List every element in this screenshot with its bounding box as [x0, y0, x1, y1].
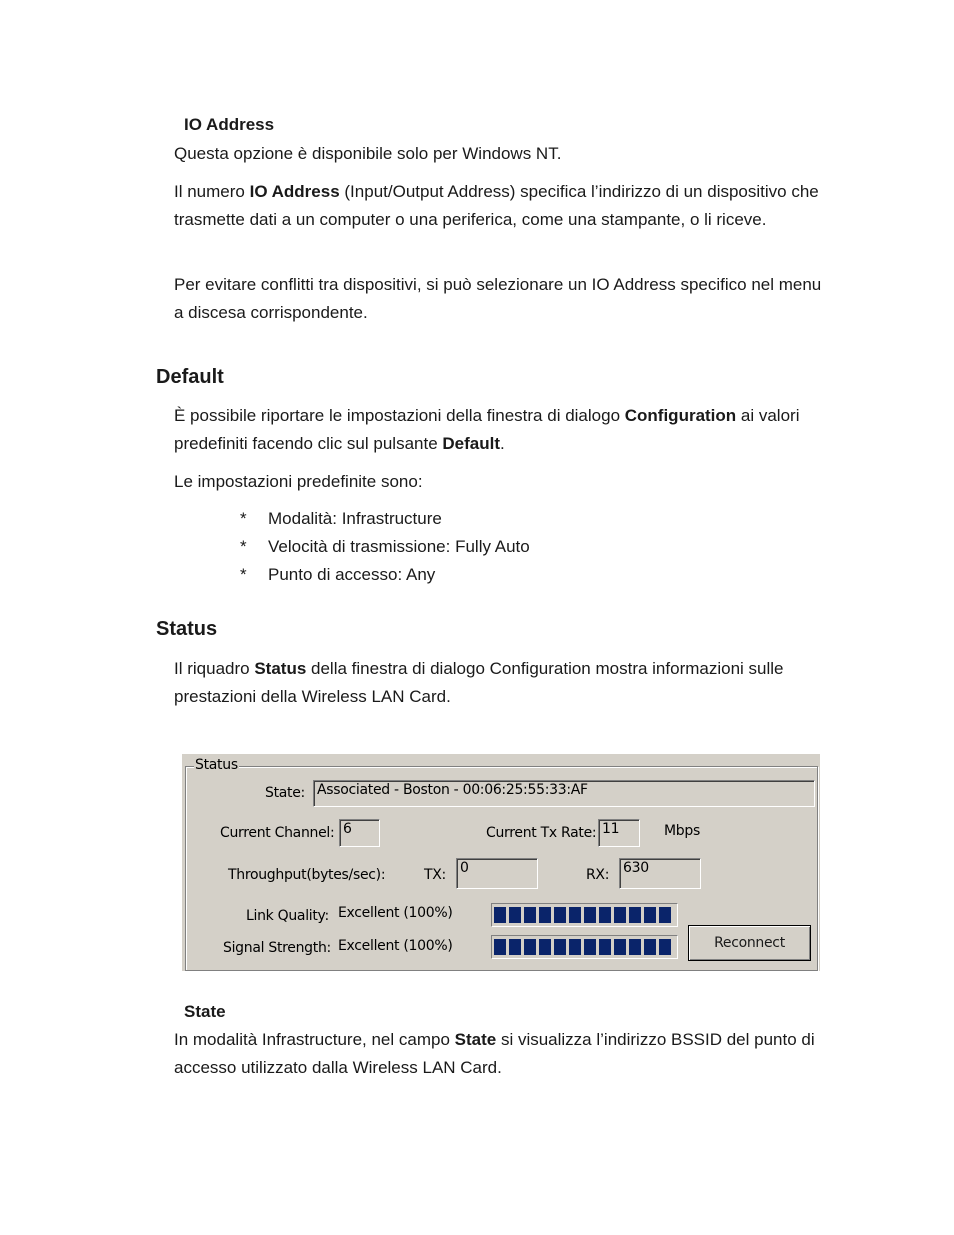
default-list-intro: Le impostazioni predefinite sono:	[174, 472, 423, 491]
meter-segment	[584, 907, 596, 923]
signal-strength-label: Signal Strength:	[223, 940, 331, 956]
reconnect-button[interactable]: Reconnect	[688, 925, 811, 961]
meter-segment	[599, 907, 611, 923]
meter-segment	[524, 939, 536, 955]
link-quality-label: Link Quality:	[246, 908, 329, 924]
meter-segment	[659, 907, 671, 923]
meter-segment	[659, 939, 671, 955]
state-paragraph: In modalità Infrastructure, nel campo State si visualizza l’indirizzo BSSID del punto di accesso utilizzato dalla Wireless LAN Card.	[174, 1030, 815, 1077]
io-address-paragraph: Il numero IO Address (Input/Output Address) specifica l’indirizzo di un dispositivo che trasmette dati a un computer o una periferica, come una stampante, o li riceve.	[174, 182, 819, 229]
meter-segment	[539, 939, 551, 955]
meter-segment	[614, 939, 626, 955]
io-address-paragraph-2: Per evitare conflitti tra dispositivi, si può selezionare un IO Address specifico nel menu a discesa corrispondente.	[174, 275, 822, 322]
list-item: Modalità: Infrastructure	[268, 509, 442, 528]
state-field: Associated - Boston - 00:06:25:55:33:AF	[313, 780, 815, 807]
status-heading: Status	[156, 618, 218, 640]
state-heading: State	[184, 1002, 226, 1021]
default-paragraph: È possibile riportare le impostazioni della finestra di dialogo Configuration ai valori predefiniti facendo clic sul pulsante Default.	[174, 406, 800, 453]
meter-segment	[509, 939, 521, 955]
current-channel-field: 6	[339, 819, 380, 847]
meter-segment	[524, 907, 536, 923]
meter-segment	[569, 907, 581, 923]
list-item: Punto di accesso: Any	[268, 565, 436, 584]
tx-label: TX:	[424, 867, 446, 883]
throughput-label: Throughput(bytes/sec):	[228, 867, 386, 883]
bullet-marker: *	[240, 565, 247, 584]
rx-label: RX:	[586, 867, 610, 883]
meter-segment	[599, 939, 611, 955]
link-quality-meter	[491, 903, 678, 927]
meter-segment	[554, 907, 566, 923]
meter-segment	[569, 939, 581, 955]
status-paragraph: Il riquadro Status della finestra di dialogo Configuration mostra informazioni sulle prestazioni della Wireless LAN Card.	[174, 659, 784, 706]
tx-rate-unit: Mbps	[664, 823, 700, 839]
io-address-heading: IO Address	[184, 115, 275, 134]
meter-segment	[614, 907, 626, 923]
meter-segment	[644, 907, 656, 923]
current-channel-label: Current Channel:	[220, 825, 335, 841]
signal-strength-meter	[491, 935, 678, 959]
meter-segment	[539, 907, 551, 923]
meter-segment	[494, 907, 506, 923]
bullet-marker: *	[240, 537, 247, 556]
meter-segment	[644, 939, 656, 955]
meter-segment	[629, 939, 641, 955]
meter-segment	[494, 939, 506, 955]
meter-segment	[554, 939, 566, 955]
meter-segment	[629, 907, 641, 923]
default-heading: Default	[156, 366, 224, 388]
state-label: State:	[265, 785, 305, 801]
current-tx-rate-field: 11	[598, 819, 640, 847]
current-tx-rate-label: Current Tx Rate:	[486, 825, 597, 841]
rx-field: 630	[619, 858, 701, 889]
link-quality-value: Excellent (100%)	[338, 905, 453, 921]
io-address-line1: Questa opzione è disponibile solo per Windows NT.	[174, 144, 562, 163]
list-item: Velocità di trasmissione: Fully Auto	[268, 537, 530, 556]
meter-segment	[584, 939, 596, 955]
signal-strength-value: Excellent (100%)	[338, 938, 453, 954]
meter-segment	[509, 907, 521, 923]
tx-field: 0	[456, 858, 538, 889]
bullet-marker: *	[240, 509, 247, 528]
status-group-label: Status	[195, 757, 238, 773]
